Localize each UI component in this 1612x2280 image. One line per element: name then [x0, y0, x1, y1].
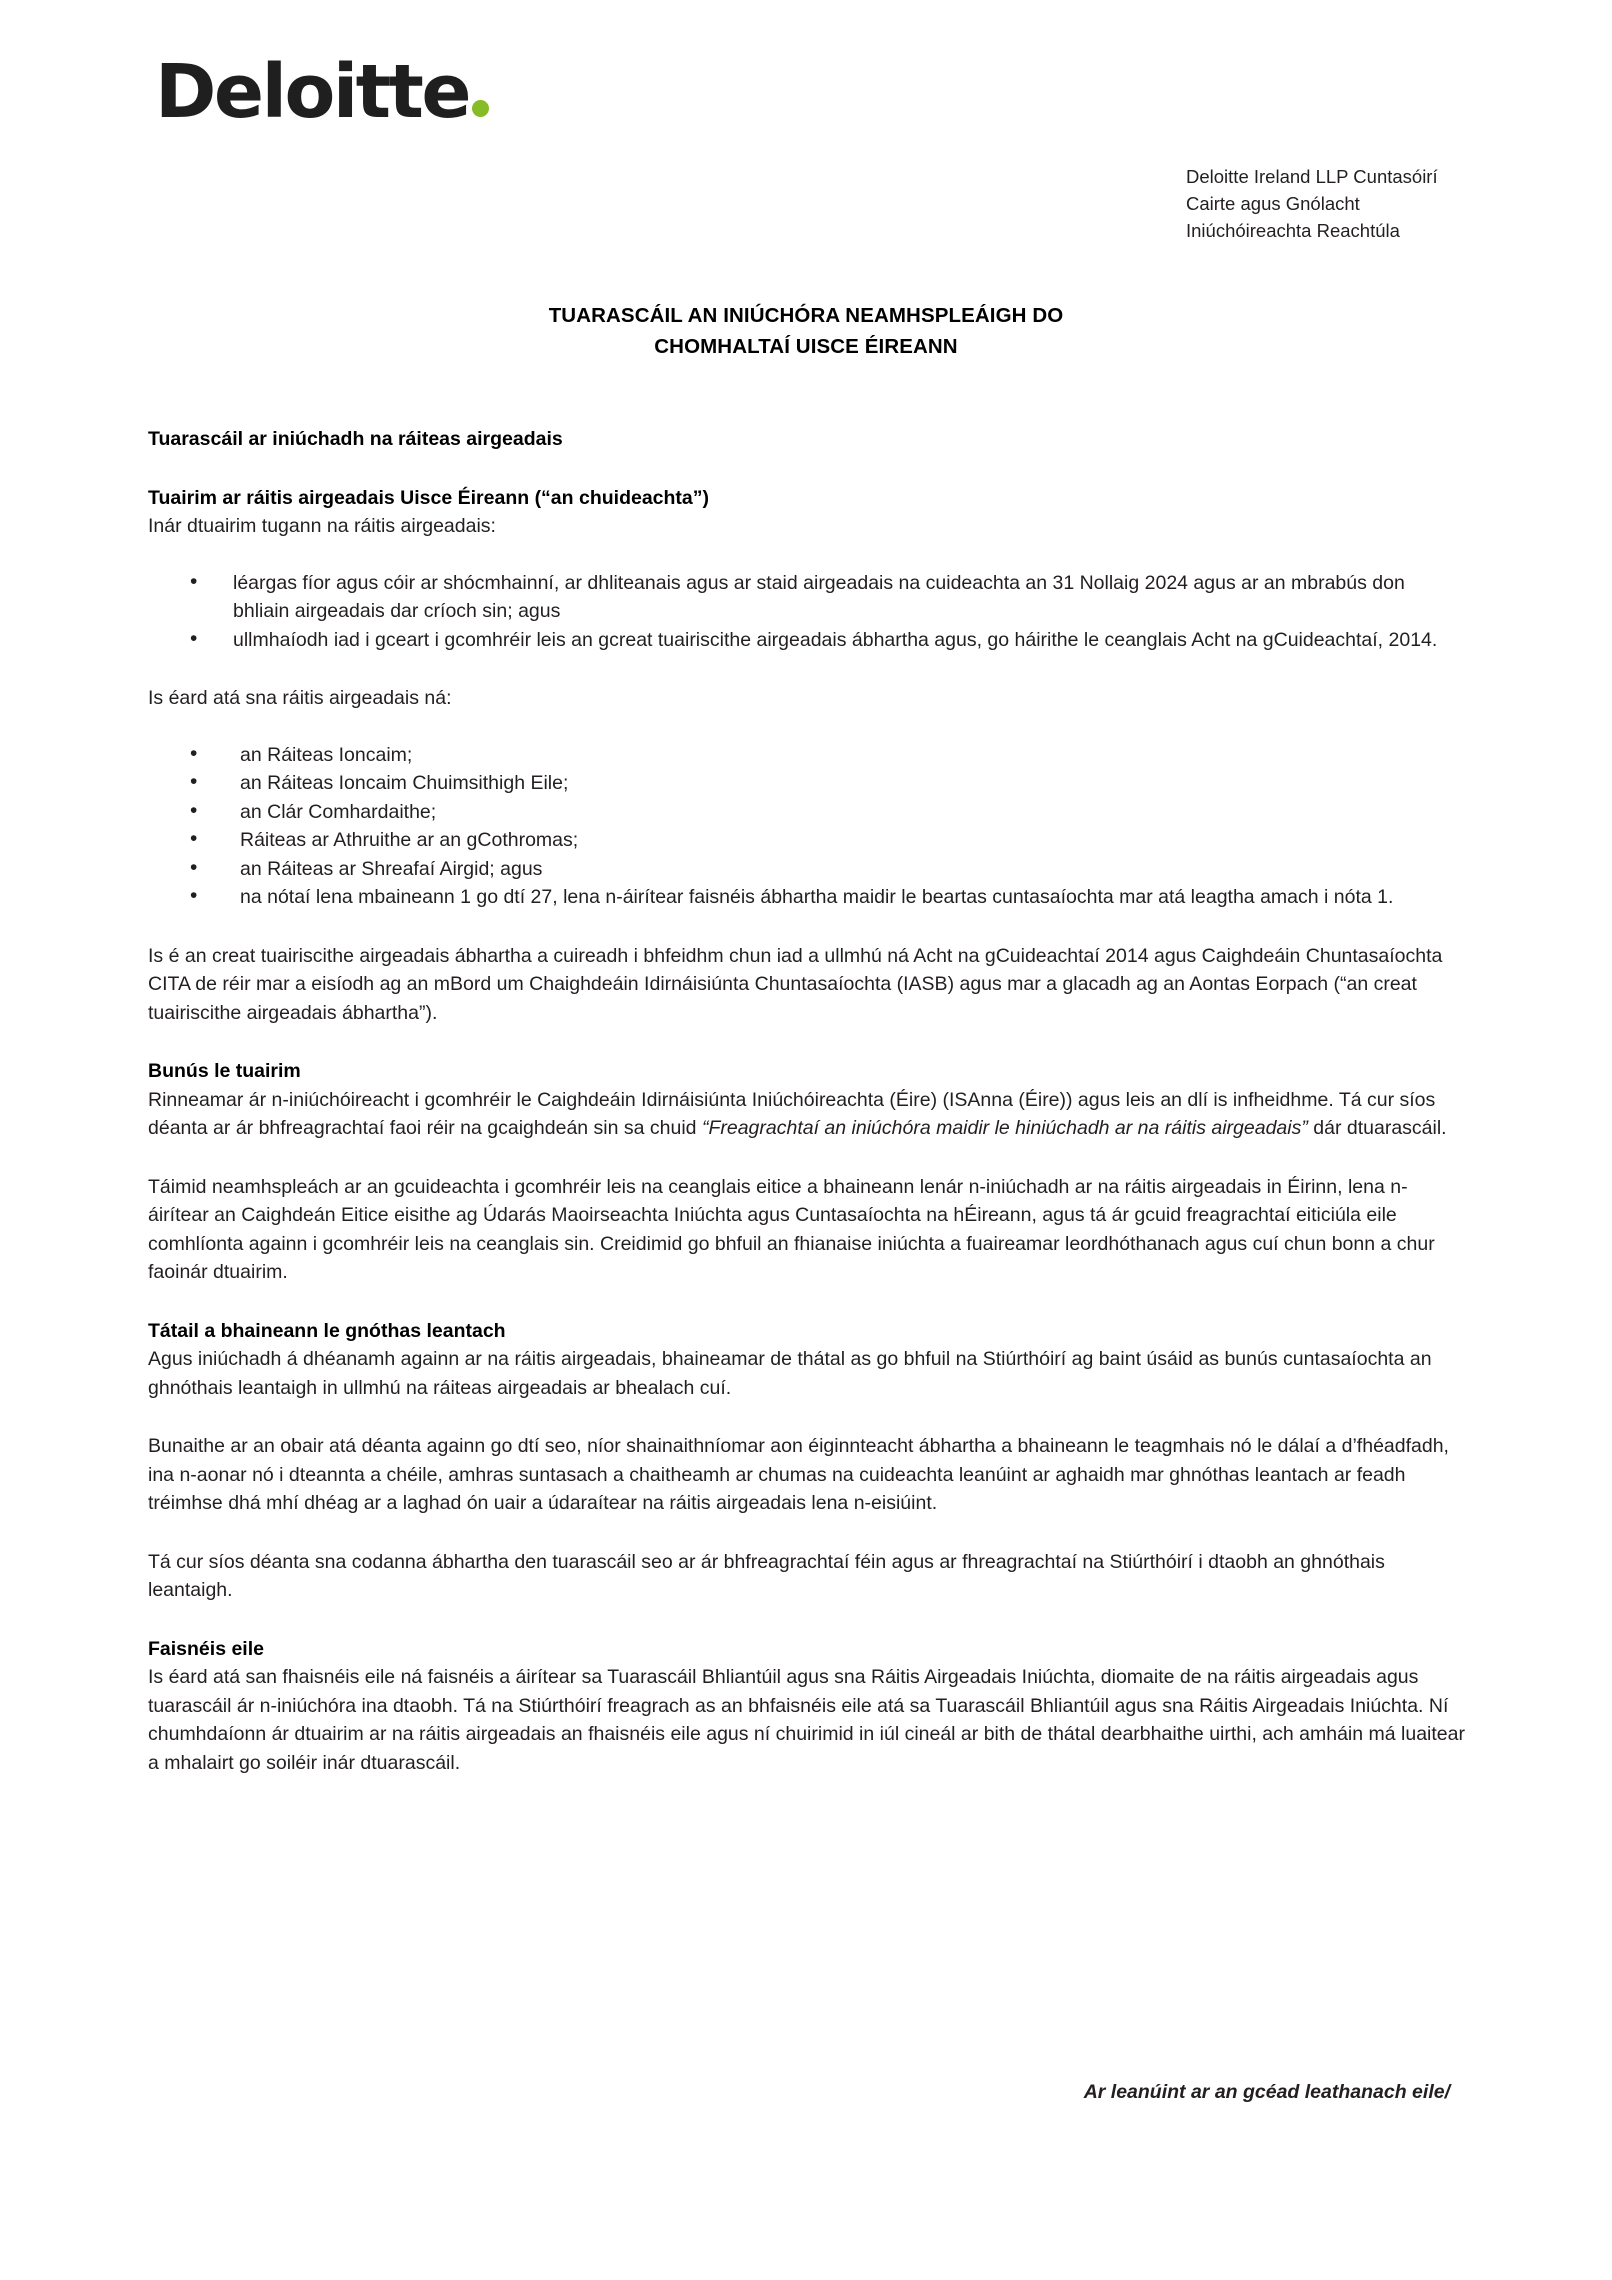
- address-line-2: Cairte agus Gnólacht: [1186, 193, 1360, 214]
- continuation-note: Ar leanúint ar an gcéad leathanach eile/: [1083, 2081, 1450, 2103]
- firm-address: [1186, 163, 1438, 244]
- heading-going-concern: Tátail a bhaineann le gnóthas leantach: [148, 1319, 506, 1342]
- list-item: • an Ráiteas Ioncaim Chuimsithigh Eile;: [148, 769, 1466, 798]
- address-line-1: Deloitte Ireland LLP Cuntasóirí: [1186, 166, 1438, 187]
- document-body: [148, 425, 1466, 1777]
- opinion-bullet-list: [148, 569, 1466, 655]
- basis-paragraph: [148, 1086, 1466, 1143]
- basis-text-b: dár dtuarascáil.: [1307, 1117, 1447, 1139]
- page-title-line-1: TUARASCÁIL AN INIÚCHÓRA NEAMHSPLEÁIGH DO: [548, 304, 1064, 327]
- page-title-line-2: CHOMHALTAÍ UISCE ÉIREANN: [654, 335, 958, 358]
- list-item: • an Ráiteas ar Shreafaí Airgid; agus: [148, 855, 1466, 884]
- list-item: • na nótaí lena mbaineann 1 go dtí 27, lena n-áirítear faisnéis ábhartha maidir le beartas cuntasaíochta mar atá leagtha amach i nóta 1.: [148, 883, 1466, 912]
- deloitte-logo: [155, 49, 489, 135]
- opinion-intro: Inár dtuairim tugann na ráitis airgeadais:: [148, 515, 496, 537]
- going-concern-paragraph-1: Agus iniúchadh á dhéanamh againn ar na ráitis airgeadais, bhaineamar de thátal as go bhfuil na Stiúrthóirí ag baint úsáid as bunús cuntasaíochta an ghnóthais leantaigh in ullmhú na ráiteas airgeadais ar bhealach cuí.: [148, 1348, 1432, 1399]
- financial-statements-list: [148, 741, 1466, 912]
- logo-dot-icon: [472, 100, 489, 117]
- list-item: • léargas fíor agus cóir ar shócmhainní, ar dhliteanais agus ar staid airgeadais na cuideachta an 31 Nollaig 2024 agus ar an mbrabús don bhliain airgeadais dar críoch sin; agus: [148, 569, 1466, 626]
- framework-paragraph: Is é an creat tuairiscithe airgeadais ábhartha a cuireadh i bhfeidhm chun iad a ullmhú ná Acht na gCuideachtaí 2014 agus Caighdeáin Chuntasaíochta CITA de réir mar a eisíodh ag an mBord um Chaighdeáin Idirnáisiúnta Chuntasaíochta (IASB) agus mar a glacadh ag an Aontas Eorpach (“an creat tuairiscithe airgeadais ábhartha”).: [148, 944, 1443, 1024]
- basis-text-italic: “Freagrachtaí an iniúchóra maidir le hiniúchadh ar na ráitis airgeadais”: [701, 1117, 1308, 1139]
- list-item: • ullmhaíodh iad i gceart i gcomhréir leis an gcreat tuairiscithe airgeadais ábhartha agus, go háirithe le ceanglais Acht na gCuideachtaí, 2014.: [148, 626, 1466, 655]
- heading-basis-for-opinion: Bunús le tuairim: [148, 1060, 301, 1082]
- heading-opinion: Tuairim ar ráitis airgeadais Uisce Éireann (“an chuideachta”): [148, 486, 710, 509]
- basis-text-a: Rinneamar ár n-iniúchóireacht i gcomhréir le Caighdeáin Idirnáisiúnta Iniúchóireachta (Éire) (ISAnna (Éire)) agus leis an dlí is infheidhme. Tá cur síos déanta ar ár bhfreagrachtaí faoi réir na gcaighdeán sin sa chuid: [148, 1088, 1436, 1139]
- independence-paragraph: Táimid neamhspleách ar an gcuideachta i gcomhréir leis na ceanglais eitice a bhaineann lenár n-iniúchadh ar na ráitis airgeadais in Éirinn, lena n-áirítear an Caighdeán Eitice eisithe ag Údarás Maoirseachta Iniúchta agus Cuntasaíochta na hÉireann, agus tá ár gcuid freagrachtaí eiticiúla eile comhlíonta againn i gcomhréir leis na ceanglais sin. Creidimid go bhfuil an fhianaise iniúchta a fuaireamar leordhóthanach agus cuí chun bonn a chur faoinár dtuairim.: [148, 1175, 1435, 1283]
- page-title: [0, 300, 1612, 362]
- list-item: • Ráiteas ar Athruithe ar an gCothromas;: [148, 826, 1466, 855]
- heading-other-information: Faisnéis eile: [148, 1637, 264, 1660]
- list-item: • an Ráiteas Ioncaim;: [148, 741, 1466, 770]
- heading-report-on-audit: Tuarascáil ar iniúchadh na ráiteas airgeadais: [148, 428, 563, 450]
- address-line-3: Iniúchóireachta Reachtúla: [1186, 220, 1400, 241]
- going-concern-paragraph-3: Tá cur síos déanta sna codanna ábhartha den tuarascáil seo ar ár bhfreagrachtaí féin agus ar fhreagrachtaí na Stiúrthóirí i dtaobh an ghnóthais leantaigh.: [148, 1550, 1385, 1601]
- list-item: • an Clár Comhardaithe;: [148, 798, 1466, 827]
- going-concern-paragraph-2: Bunaithe ar an obair atá déanta againn go dtí seo, níor shainaithníomar aon éiginnteacht ábhartha a bhaineann le teagmhais nó le dálaí a d’fhéadfadh, ina n-aonar nó i dteannta a chéile, amhras suntasach a chaitheamh ar chumas na cuideachta leanúint ar aghaidh mar ghnóthas leantach ar feadh tréimhse dhá mhí dhéag ar a laghad ón uair a údaraítear na ráitis airgeadais lena n-eisiúint.: [148, 1435, 1449, 1514]
- other-information-paragraph: Is éard atá san fhaisnéis eile ná faisnéis a áirítear sa Tuarascáil Bhliantúil agus sna Ráitis Airgeadais Iniúchta, diomaite de na ráitis airgeadais agus tuarascáil ár n-iniúchóra ina dtaobh. Tá na Stiúrthóirí freagrach as an bhfaisnéis eile atá sa Tuarascáil Bhliantúil agus sna Ráitis Airgeadais Iniúchta. Ní chumhdaíonn ár dtuairim ar na ráitis airgeadais an fhaisnéis eile agus ní chuirimid in iúl cineál ar bith de thátal dearbhaithe uirthi, ach amháin má luaitear a mhalairt go soiléir inár dtuarascáil.: [148, 1666, 1465, 1774]
- comprise-intro: Is éard atá sna ráitis airgeadais ná:: [148, 687, 452, 709]
- logo-wordmark: Deloitte: [155, 49, 470, 135]
